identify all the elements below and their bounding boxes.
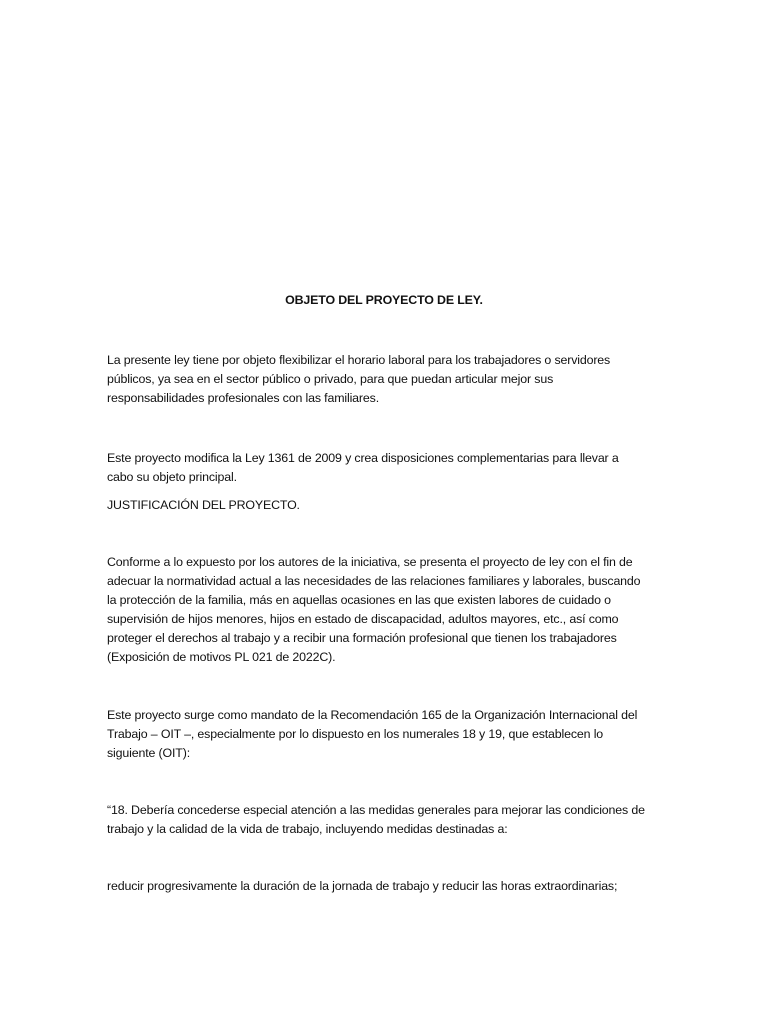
text-line: Conforme a lo expuesto por los autores de la iniciativa, se presenta el proyecto de ley con el fin de (107, 555, 633, 569)
paragraph-conforme (107, 553, 667, 667)
paragraph-modifica-ley (107, 449, 667, 487)
document-title: OBJETO DEL PROYECTO DE LEY. (285, 293, 483, 307)
paragraph-recomendacion (107, 706, 667, 763)
text-line: supervisión de hijos menores, hijos en estado de discapacidad, adultos mayores, etc., así como (107, 612, 619, 626)
section-heading-justificacion (107, 496, 667, 515)
text-line: “18. Debería concederse especial atención a las medidas generales para mejorar las condiciones de (107, 803, 645, 817)
text-line: Este proyecto modifica la Ley 1361 de 2009 y crea disposiciones complementarias para llevar a (107, 451, 619, 465)
text-line: Este proyecto surge como mandato de la Recomendación 165 de la Organización Internacional del (107, 708, 638, 722)
text-line: JUSTIFICACIÓN DEL PROYECTO. (107, 498, 300, 512)
text-line: cabo su objeto principal. (107, 470, 237, 484)
text-line: adecuar la normatividad actual a las necesidades de las relaciones familiares y laborales, buscando (107, 574, 641, 588)
paragraph-reducir (107, 877, 667, 896)
text-line: la protección de la familia, más en aquellas ocasiones en las que existen labores de cuidado o (107, 593, 611, 607)
text-line: (Exposición de motivos PL 021 de 2022C). (107, 650, 336, 664)
text-line: públicos, ya sea en el sector público o privado, para que puedan articular mejor sus (107, 372, 554, 386)
text-line: Trabajo – OIT –, especialmente por lo dispuesto en los numerales 18 y 19, que establecen lo (107, 727, 604, 741)
text-line: La presente ley tiene por objeto flexibilizar el horario laboral para los trabajadores o servidores (107, 353, 611, 367)
text-line: proteger el derechos al trabajo y a recibir una formación profesional que tienen los trabajadores (107, 631, 617, 645)
text-line: siguiente (OIT): (107, 746, 190, 760)
text-line: trabajo y la calidad de la vida de trabajo, incluyendo medidas destinadas a: (107, 822, 508, 836)
paragraph-objeto (107, 351, 667, 408)
text-line: reducir progresivamente la duración de la jornada de trabajo y reducir las horas extraordinarias; (107, 879, 618, 893)
paragraph-quote-18 (107, 801, 667, 839)
text-line: responsabilidades profesionales con las familiares. (107, 391, 379, 405)
